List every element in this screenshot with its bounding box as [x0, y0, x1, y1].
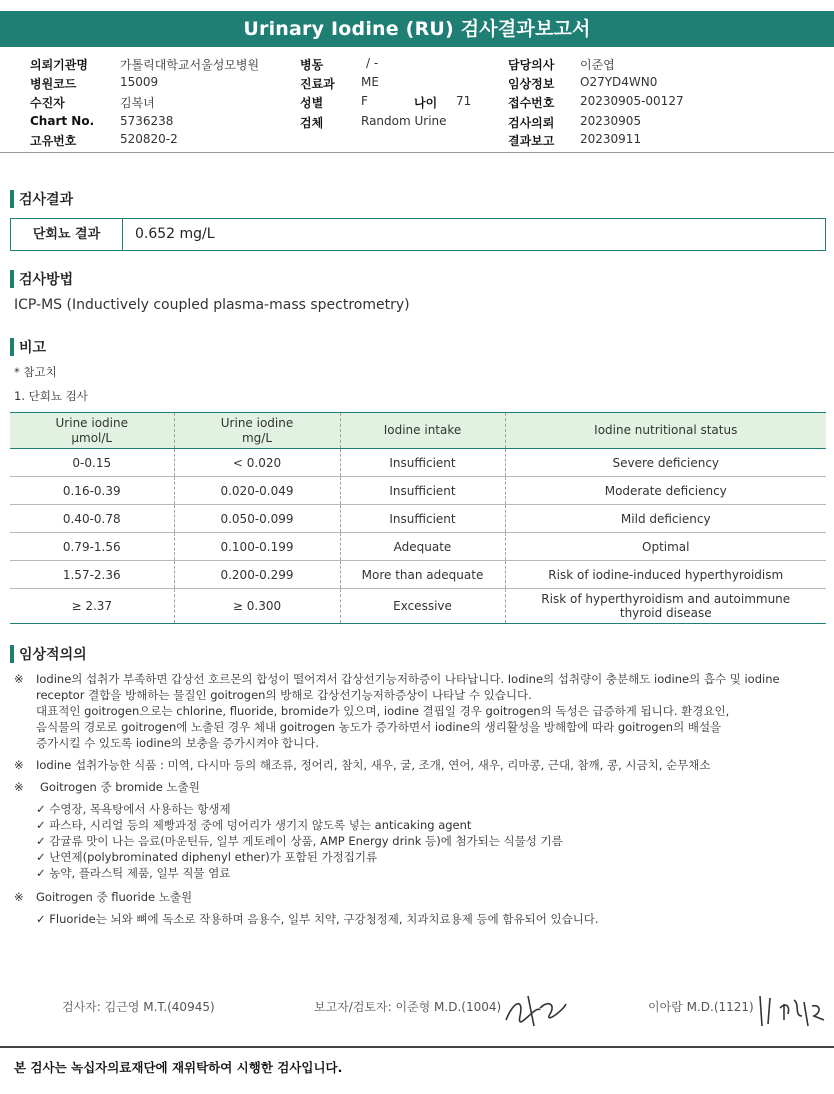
table-cell: 0.020-0.049 — [174, 477, 340, 505]
section-title: 임상적의의 — [19, 647, 87, 663]
table-cell: 0.050-0.099 — [174, 505, 340, 533]
table-cell: 0-0.15 — [10, 449, 174, 477]
reference-title: * 참고치 — [14, 365, 57, 379]
check-icon: ✓ — [36, 912, 46, 926]
table-cell: 0.40-0.78 — [10, 505, 174, 533]
reviewer-signature: 보고자/검토자: 이준형 M.D.(1004) — [314, 1000, 502, 1014]
divider — [0, 152, 834, 153]
table-cell: Severe deficiency — [505, 449, 826, 477]
list-item — [36, 833, 563, 849]
info-label: 병동 — [300, 58, 324, 72]
info-label: Chart No. — [30, 114, 95, 128]
footer-note: 본 검사는 녹십자의료재단에 재위탁하여 시행한 검사입니다. — [14, 1060, 343, 1075]
cell-text: Risk of hyperthyroidism and autoimmune thyroid disease — [541, 592, 791, 620]
info-value: 5736238 — [120, 114, 174, 128]
list-item — [36, 865, 230, 881]
list-item-text: 감귤류 맛이 나는 음료(마운틴듀, 일부 게토레이 상품, AMP Energy drink 등)에 첨가되는 식물성 기름 — [49, 834, 563, 848]
header-text: Urine iodine μmol/L — [55, 415, 128, 445]
table-cell: Mild deficiency — [505, 505, 826, 533]
check-icon: ✓ — [36, 818, 46, 832]
handwritten-signature-icon — [500, 990, 570, 1030]
tester-signature: 검사자: 김근영 M.T.(40945) — [62, 1000, 215, 1014]
header-text: Urine iodine mg/L — [220, 415, 294, 445]
info-value: 이준엽 — [580, 58, 615, 72]
method-text: ICP-MS (Inductively coupled plasma-mass spectrometry) — [14, 297, 410, 313]
section-marker — [10, 270, 14, 288]
info-value: O27YD4WN0 — [580, 75, 658, 89]
section-marker — [10, 190, 14, 208]
list-item-text: 난연제(polybrominated diphenyl ether)가 포함된 가정집기류 — [49, 850, 378, 864]
list-item — [36, 801, 231, 817]
info-value: 20230905 — [580, 114, 642, 128]
reference-mark: ※ — [14, 672, 24, 686]
header-text: Iodine nutritional status — [594, 423, 738, 437]
paragraph-body: Goitrogen 중 fluoride 노출원 — [36, 890, 193, 904]
check-icon: ✓ — [36, 850, 46, 864]
table-cell: Insufficient — [340, 477, 505, 505]
footer-divider — [0, 1046, 834, 1048]
info-value: 20230911 — [580, 132, 642, 146]
text-line: 대표적인 goitrogen으로는 chlorine, fluoride, bromide가 있으며, iodine 결핍일 경우 goitrogen의 독성은 급증하게 됩니다. 환경요인, — [36, 704, 730, 718]
info-value: / - — [366, 56, 379, 70]
paragraph-body — [36, 671, 780, 751]
handwritten-signature-icon — [754, 990, 828, 1030]
info-label: 고유번호 — [30, 134, 77, 148]
reference-mark: ※ — [14, 780, 24, 794]
result-label: 단회뇨 결과 — [11, 219, 123, 250]
reference-subtitle: 1. 단회뇨 검사 — [14, 389, 88, 403]
column-header — [340, 413, 505, 449]
table-cell — [505, 589, 826, 624]
section-marker — [10, 645, 14, 663]
list-item-text: 농약, 플라스틱 제품, 일부 직물 염료 — [49, 866, 231, 880]
info-value: Random Urine — [361, 114, 447, 128]
table-cell: 1.57-2.36 — [10, 561, 174, 589]
info-label: 검체 — [300, 116, 324, 130]
table-cell: Risk of iodine-induced hyperthyroidism — [505, 561, 826, 589]
info-value: 20230905-00127 — [580, 94, 684, 108]
info-row — [0, 94, 834, 112]
table-cell: Excessive — [340, 589, 505, 624]
list-item — [36, 911, 599, 927]
table-cell: Moderate deficiency — [505, 477, 826, 505]
list-item-text: 파스타, 시리얼 등의 제빵과정 중에 덩어리가 생기지 않도록 넣는 anticaking agent — [49, 818, 472, 832]
table-cell: Optimal — [505, 533, 826, 561]
column-header — [174, 413, 340, 449]
table-cell: More than adequate — [340, 561, 505, 589]
info-label: 수진자 — [30, 96, 65, 110]
check-icon: ✓ — [36, 802, 46, 816]
table-cell: ≥ 2.37 — [10, 589, 174, 624]
text-line: receptor 결합을 방해하는 물질인 goitrogen의 방해로 갑상선기능저하증상이 나타날 수 있습니다. — [36, 688, 532, 702]
info-label: 진료과 — [300, 77, 335, 91]
column-header — [505, 413, 826, 449]
info-row — [0, 56, 834, 74]
column-header — [10, 413, 174, 449]
result-value: 0.652 mg/L — [135, 226, 215, 242]
text-line: Iodine의 섭취가 부족하면 갑상선 호르몬의 합성이 떨어져서 갑상선기능저하증이 나타납니다. Iodine의 섭취량이 충분해도 iodine의 흡수 및 iodine — [36, 672, 780, 686]
table-row — [10, 533, 826, 561]
table-cell: < 0.020 — [174, 449, 340, 477]
table-row — [10, 561, 826, 589]
section-marker — [10, 338, 14, 356]
table-cell: 0.79-1.56 — [10, 533, 174, 561]
info-label: 병원코드 — [30, 77, 77, 91]
paragraph-body: Goitrogen 중 bromide 노출원 — [40, 780, 200, 794]
text-line: 음식물의 경로로 goitrogen에 노출된 경우 체내 goitrogen 농도가 증가하면서 iodine의 생리활성을 방해함에 따라 goitrogen의 배설을 — [36, 720, 722, 734]
list-item — [36, 849, 377, 865]
table-cell: Adequate — [340, 533, 505, 561]
table-cell: 0.200-0.299 — [174, 561, 340, 589]
table-row — [10, 589, 826, 624]
check-icon: ✓ — [36, 866, 46, 880]
info-value: 김복녀 — [120, 96, 155, 110]
info-row — [0, 75, 834, 93]
info-label: 검사의뢰 — [508, 116, 555, 130]
reference-mark: ※ — [14, 890, 24, 904]
info-value: 가톨릭대학교서울성모병원 — [120, 58, 260, 72]
info-label: 임상정보 — [508, 77, 555, 91]
table-header-row — [10, 413, 826, 449]
doctor-signature: 이아람 M.D.(1121) — [648, 1000, 754, 1014]
paragraph-body: Iodine 섭취가능한 식품 : 미역, 다시마 등의 해조류, 정어리, 참치, 새우, 굴, 조개, 연어, 새우, 리마콩, 근대, 참깨, 콩, 시금치, 순무채소 — [36, 758, 711, 772]
info-value: 520820-2 — [120, 132, 178, 146]
info-value: 71 — [456, 94, 472, 108]
reference-mark: ※ — [14, 758, 24, 772]
section-title: 비고 — [19, 340, 47, 356]
list-item-text: 수영장, 목욕탕에서 사용하는 항생제 — [49, 802, 231, 816]
section-title: 검사방법 — [19, 272, 74, 288]
table-cell: Insufficient — [340, 505, 505, 533]
info-row — [0, 132, 834, 150]
table-cell: 0.16-0.39 — [10, 477, 174, 505]
info-value: 15009 — [120, 75, 159, 89]
table-row — [10, 505, 826, 533]
table-cell: Insufficient — [340, 449, 505, 477]
check-icon: ✓ — [36, 834, 46, 848]
info-label: 결과보고 — [508, 134, 555, 148]
info-label: 접수번호 — [508, 96, 555, 110]
info-row — [0, 114, 834, 132]
reference-table — [10, 412, 826, 624]
header-text: Iodine intake — [383, 423, 462, 437]
list-item-text: Fluoride는 뇌와 뼈에 독소로 작용하며 음용수, 일부 치약, 구강청정제, 치과치료용제 등에 함유되어 있습니다. — [49, 912, 599, 926]
info-label: 의뢰기관명 — [30, 58, 88, 72]
info-label: 담당의사 — [508, 58, 555, 72]
table-row — [10, 477, 826, 505]
info-value: ME — [361, 75, 379, 89]
table-cell: ≥ 0.300 — [174, 589, 340, 624]
table-cell: 0.100-0.199 — [174, 533, 340, 561]
list-item — [36, 817, 471, 833]
section-title: 검사결과 — [19, 192, 74, 208]
info-label: 성별 — [300, 96, 324, 110]
info-value: F — [361, 94, 368, 108]
result-box — [10, 218, 826, 251]
report-title: Urinary Iodine (RU) 검사결과보고서 — [0, 11, 834, 47]
info-label: 나이 — [414, 96, 438, 110]
table-row — [10, 449, 826, 477]
text-line: 증가시킬 수 있도록 iodine의 보충을 증가시켜야 합니다. — [36, 736, 319, 750]
